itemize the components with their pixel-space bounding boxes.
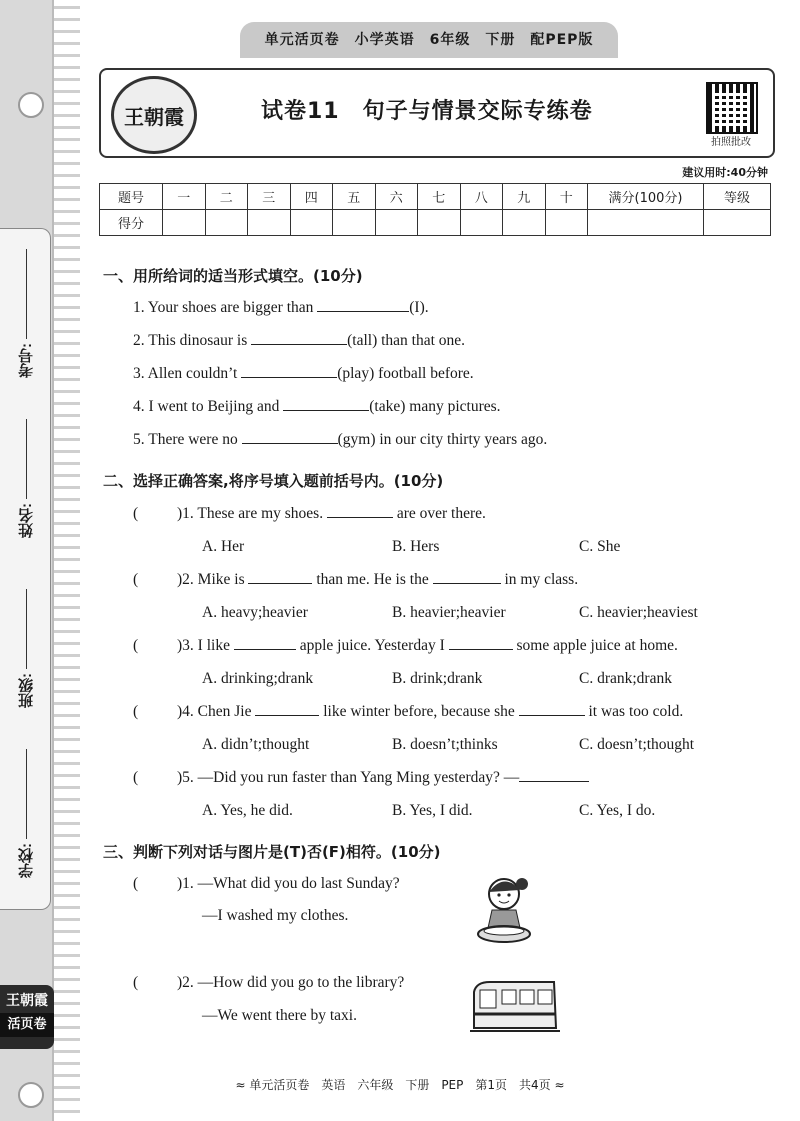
option-a[interactable]: A. Yes, he did. (202, 802, 293, 819)
section-3-heading: 三、判断下列对话与图片是(T)否(F)相符。(10分) (103, 843, 441, 861)
question-2-5 (177, 769, 589, 787)
question-number: )3. (177, 637, 194, 654)
option-c[interactable]: C. heavier;heaviest (579, 604, 698, 621)
question-number: )1. (177, 875, 194, 892)
score-cell: 四 (290, 184, 333, 210)
question-2-2 (177, 571, 578, 589)
score-input-cell[interactable] (503, 210, 546, 236)
question-text: I like (197, 637, 230, 654)
question-text: it was too cold. (588, 703, 684, 720)
question-number: )4. (177, 703, 194, 720)
score-cell: 题号 (100, 184, 163, 210)
question-text: like winter before, because she (323, 703, 515, 720)
class-label: 班级: (17, 673, 35, 708)
option-b[interactable]: B. heavier;heavier (392, 604, 506, 621)
question-text: —How did you go to the library? (197, 974, 405, 991)
score-table-score-row (100, 210, 771, 236)
answer-blank[interactable] (519, 714, 585, 716)
binding-hole (18, 92, 44, 118)
question-text: —What did you do last Sunday? (197, 875, 400, 892)
question-number: )2. (177, 974, 194, 991)
answer-blank[interactable] (248, 582, 312, 584)
question-text: —Did you run faster than Yang Ming yesterday? — (197, 769, 520, 786)
score-cell: 七 (418, 184, 461, 210)
question-number: )2. (177, 571, 194, 588)
question-text: in my class. (504, 571, 579, 588)
question-1-5 (133, 431, 547, 449)
question-1-1 (133, 299, 429, 317)
student-info-panel (0, 228, 51, 910)
question-hint: (I). (409, 299, 429, 316)
option-a[interactable]: A. didn’t;thought (202, 736, 310, 753)
logo-text: 王朝霞 (124, 104, 184, 129)
score-input-cell[interactable] (545, 210, 588, 236)
side-brand-name: 王朝霞 (6, 993, 48, 1009)
section-1-heading: 一、用所给词的适当形式填空。(10分) (103, 267, 363, 285)
question-text: 4. I went to Beijing and (133, 398, 280, 415)
answer-blank[interactable] (242, 442, 338, 444)
answer-blank[interactable] (327, 516, 393, 518)
answer-paren[interactable]: ( (133, 703, 139, 720)
question-text: 3. Allen couldn’t (133, 365, 238, 382)
suggested-time: 建议用时:40分钟 (682, 166, 768, 179)
score-cell: 五 (333, 184, 376, 210)
option-b[interactable]: B. drink;drank (392, 670, 483, 687)
subway-train-picture (470, 978, 560, 1034)
score-cell: 八 (460, 184, 503, 210)
score-table-header-row (100, 184, 771, 210)
section-2-heading: 二、选择正确答案,将序号填入题前括号内。(10分) (103, 472, 444, 490)
question-3-2 (177, 974, 404, 992)
girl-washing-clothes-picture (474, 870, 538, 952)
score-input-cell[interactable] (704, 210, 771, 236)
score-cell: 三 (248, 184, 291, 210)
question-hint: (gym) in our city thirty years ago. (337, 431, 548, 448)
side-brand-series: 活页卷 (0, 1013, 54, 1037)
question-text: some apple juice at home. (516, 637, 678, 654)
answer-blank[interactable] (234, 648, 296, 650)
option-b[interactable]: B. Hers (392, 538, 440, 555)
page-title: 试卷11 句子与情景交际专练卷 (261, 99, 593, 124)
score-input-cell[interactable] (333, 210, 376, 236)
score-cell: 六 (375, 184, 418, 210)
score-input-cell[interactable] (375, 210, 418, 236)
question-text: Mike is (197, 571, 245, 588)
side-brand (0, 985, 54, 1049)
question-1-4 (133, 398, 501, 416)
question-text: 1. Your shoes are bigger than (133, 299, 314, 316)
question-hint: (play) football before. (337, 365, 474, 382)
option-a[interactable]: A. heavy;heavier (202, 604, 308, 621)
score-input-cell[interactable] (163, 210, 206, 236)
binding-edge (52, 0, 80, 1121)
option-b[interactable]: B. Yes, I did. (392, 802, 473, 819)
question-number: )1. (177, 505, 194, 522)
score-table (99, 183, 771, 236)
score-input-cell[interactable] (588, 210, 704, 236)
option-a[interactable]: A. drinking;drank (202, 670, 314, 687)
brand-logo (111, 76, 197, 154)
qr-caption: 拍照批改 (711, 137, 751, 148)
answer-blank[interactable] (449, 648, 513, 650)
answer-paren[interactable]: ( (133, 974, 139, 991)
page-footer: ≈ 单元活页卷 英语 六年级 下册 PEP 第1页 共4页 ≈ (235, 1078, 565, 1092)
answer-paren[interactable]: ( (133, 769, 139, 786)
answer-paren[interactable]: ( (133, 637, 139, 654)
answer-blank[interactable] (317, 310, 409, 312)
score-cell: 一 (163, 184, 206, 210)
option-a[interactable]: A. Her (202, 538, 245, 555)
question-text: than me. He is the (316, 571, 429, 588)
qr-code-icon[interactable] (706, 82, 758, 134)
answer-blank[interactable] (283, 409, 369, 411)
score-input-cell[interactable] (248, 210, 291, 236)
school-label: 学校: (17, 843, 35, 878)
question-number: )5. (177, 769, 194, 786)
answer-line: —I washed my clothes. (202, 907, 349, 924)
question-text: 5. There were no (133, 431, 238, 448)
option-c[interactable]: C. She (579, 538, 621, 555)
option-c[interactable]: C. doesn’t;thought (579, 736, 695, 753)
score-input-cell[interactable] (290, 210, 333, 236)
answer-line: —We went there by taxi. (202, 1007, 357, 1024)
score-cell: 满分(100分) (588, 184, 704, 210)
question-text: are over there. (396, 505, 486, 522)
question-text: apple juice. Yesterday I (299, 637, 445, 654)
score-cell: 二 (205, 184, 248, 210)
answer-paren[interactable]: ( (133, 505, 139, 522)
question-hint: (take) many pictures. (369, 398, 501, 415)
score-input-cell[interactable] (460, 210, 503, 236)
question-2-1 (177, 505, 486, 523)
score-cell: 九 (503, 184, 546, 210)
score-cell: 等级 (704, 184, 771, 210)
score-cell: 得分 (100, 210, 163, 236)
option-b[interactable]: B. doesn’t;thinks (392, 736, 498, 753)
answer-paren[interactable]: ( (133, 875, 139, 892)
answer-blank[interactable] (251, 343, 347, 345)
question-text: 2. This dinosaur is (133, 332, 248, 349)
question-2-4 (177, 703, 683, 721)
answer-blank[interactable] (433, 582, 501, 584)
question-1-3 (133, 365, 474, 383)
exam-number-label: 考号: (17, 343, 35, 378)
score-input-cell[interactable] (205, 210, 248, 236)
question-3-1 (177, 875, 400, 893)
name-label: 姓名: (17, 503, 35, 538)
question-2-3 (177, 637, 678, 655)
score-input-cell[interactable] (418, 210, 461, 236)
question-hint: (tall) than that one. (347, 332, 466, 349)
question-text: Chen Jie (197, 703, 252, 720)
answer-blank[interactable] (255, 714, 319, 716)
option-c[interactable]: C. drank;drank (579, 670, 672, 687)
score-cell: 十 (545, 184, 588, 210)
answer-blank[interactable] (519, 780, 589, 782)
answer-blank[interactable] (241, 376, 337, 378)
answer-paren[interactable]: ( (133, 571, 139, 588)
question-1-2 (133, 332, 465, 350)
series-tab: 单元活页卷 小学英语 6年级 下册 配PEP版 (240, 22, 618, 58)
title-box (99, 68, 775, 158)
option-c[interactable]: C. Yes, I do. (579, 802, 656, 819)
question-text: These are my shoes. (197, 505, 324, 522)
